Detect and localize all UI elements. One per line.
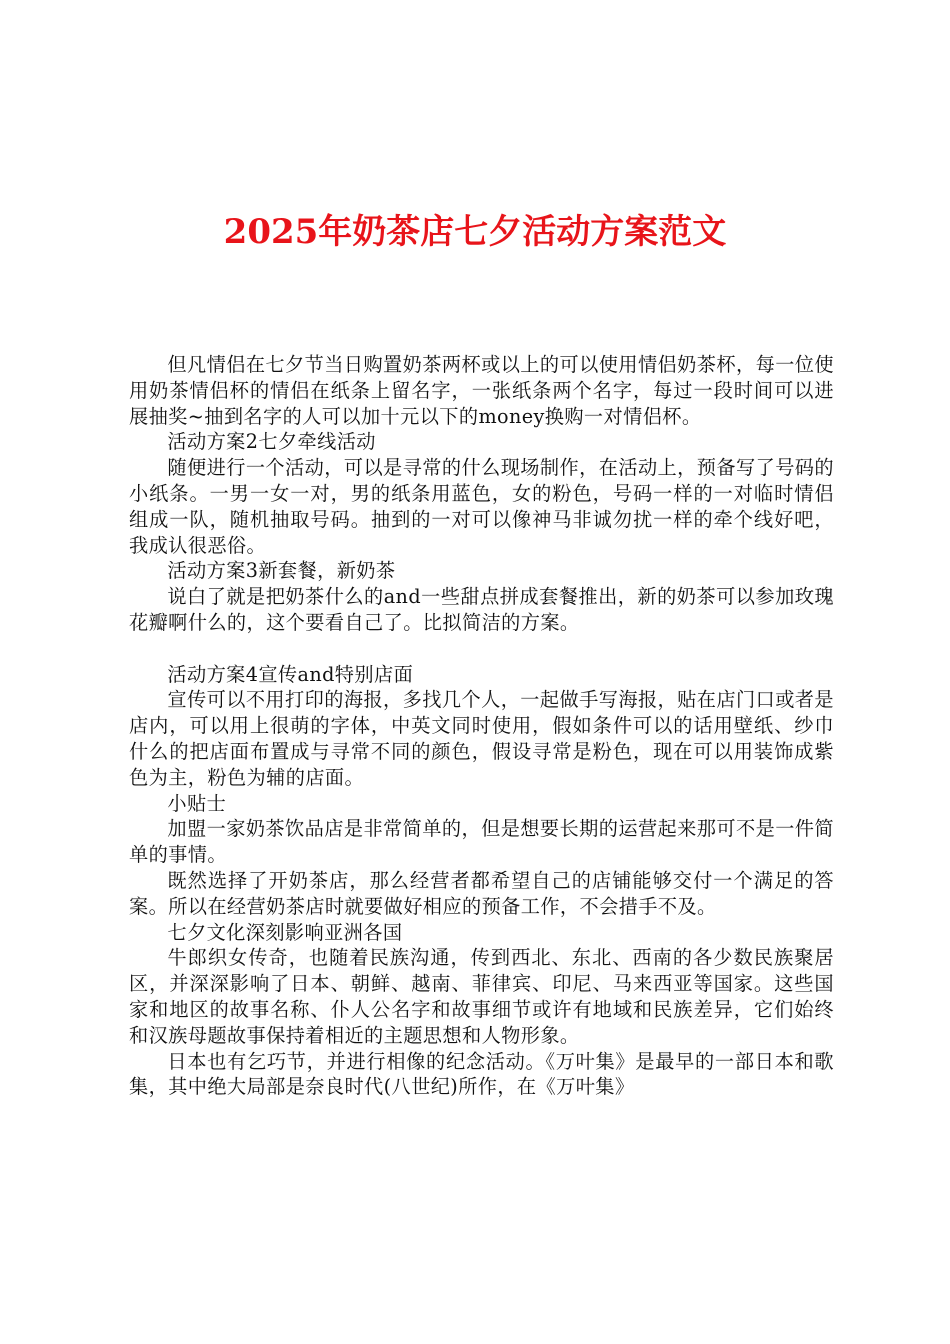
paragraph-franchise: 加盟一家奶茶饮品店是非常简单的，但是想要长期的运营起来那可不是一件简单的事情。 [129, 817, 834, 867]
document-body [129, 352, 834, 1100]
paragraph-legend: 牛郎织女传奇，也随着民族沟通，传到西北、东北、西南的各少数民族聚居区，并深深影响了日本、朝鲜、越南、菲律宾、印尼、马来西亚等国家。这些国家和地区的故事名称、仆人公名字和故事细节或许有地域和民族差异，它们始终和汉族母题故事保持着相近的主题思想和人物形象。 [129, 946, 834, 1047]
paragraph-japan: 日本也有乞巧节，并进行相像的纪念活动。《万叶集》是最早的一部日本和歌集，其中绝大局部是奈良时代(八世纪)所作，在《万叶集》 [129, 1049, 834, 1099]
heading-tips: 小贴士 [167, 791, 227, 815]
paragraph-matchmaking: 随便进行一个活动，可以是寻常的什么现场制作，在活动上，预备写了号码的小纸条。一男一女一对，男的纸条用蓝色，女的粉色，号码一样的一对临时情侣组成一队，随机抽取号码。抽到的一对可以像神马非诚勿扰一样的牵个线好吧，我成认很恶俗。 [129, 456, 834, 557]
paragraph-couple-cup: 但凡情侣在七夕节当日购置奶茶两杯或以上的可以使用情侣奶茶杯，每一位使用奶茶情侣杯的情侣在纸条上留名字，一张纸条两个名字，每过一段时间可以进展抽奖~抽到名字的人可以加十元以下的money换购一对情侣杯。 [129, 353, 834, 428]
heading-plan-4: 活动方案4宣传and特别店面 [167, 662, 414, 686]
paragraph-preparation: 既然选择了开奶茶店，那么经营者都希望自己的店铺能够交付一个满足的答案。所以在经营奶茶店时就要做好相应的预备工作，不会措手不及。 [129, 868, 834, 918]
paragraph-new-combo: 说白了就是把奶茶什么的and一些甜点拼成套餐推出，新的奶茶可以参加玫瑰花瓣啊什么的，这个要看自己了。比拟简洁的方案。 [129, 585, 834, 634]
heading-plan-3: 活动方案3新套餐，新奶茶 [167, 559, 396, 583]
heading-qixi-culture: 七夕文化深刻影响亚洲各国 [167, 920, 403, 944]
paragraph-promotion: 宣传可以不用打印的海报，多找几个人，一起做手写海报，贴在店门口或者是店内，可以用上很萌的字体，中英文同时使用，假如条件可以的话用壁纸、纱巾什么的把店面布置成与寻常不同的颜色，假设寻常是粉色，现在可以用装饰成紫色为主，粉色为辅的店面。 [129, 688, 834, 789]
heading-plan-2: 活动方案2七夕牵线活动 [167, 430, 376, 454]
document-title: 2025年奶茶店七夕活动方案范文 [223, 212, 727, 252]
